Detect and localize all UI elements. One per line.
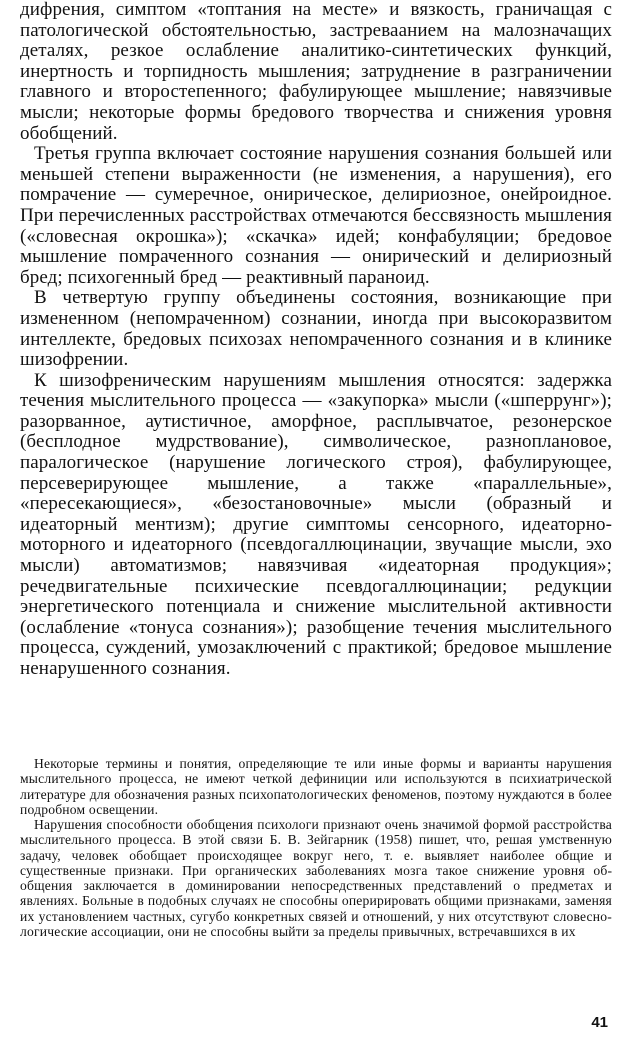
paragraph-fourth-group: В четвертую группу объединены состояния, возникающие при измененном (непомраченном) сознании, иногда при высокоразвитом интеллекте, бредовых психозах непомраченного сознания и в клинике шизофрении.: [20, 287, 612, 371]
small-paragraph-terms: Некоторые термины и понятия, определяющие те или иные формы и варианты нарушения мыслительного процесса, не имеют четкой дефиниции или используются в психиатрической литературе для обозначения разных психопатологических феноменов, поэтому нуждаются в более подробном освещении.: [20, 756, 612, 817]
paragraph-continuation: дифрения, симптом «топтания на месте» и вязкость, граничащая с патологической обстоятельностью, застреваанием на малозначащих деталях, резкое ослабление аналитико-синтетических функций, инертность и торпидность мышления; затруднение в разграничении главного и второстепенного; фабулирующее мышление; навязчивые мысли; некоторые формы бредового творчества и снижения уровня обобщений.: [20, 0, 612, 144]
small-paragraph-generalization: Нарушения способности обобщения психологи признают очень значимой формой расстройства мыслительного процесса. В этой связи Б. В. Зейгарник (1958) пишет, что, решая умственную задачу, человек обобщает происходящее вокруг него, т. е. выявляет наиболее общие и существенные признаки. При органических заболеваниях мозга такое снижение уровня обобщения заключается в доминировании непосредственных представлений о предметах и явлениях. Больные в подобных случаях не способны оперирировать общими признаками, заменяя их установлением частных, сугубо конкретных связей и отношений, у них отсутствуют словесно-логические ассоциации, они не способны выйти за пределы привычных, встречавшихся в их: [20, 817, 612, 939]
paragraph-schizophrenic-disorders: К шизофреническим нарушениям мышления относятся: задержка течения мыслительного процесса — «закупорка» мысли («шперрунг»); разорванное, аутистичное, аморфное, расплывчатое, резонерское (бесплодное мудрствование), символическое, разноплановое, паралогическое (нарушение логического строя), фабулирующее, персеверирующее мышление, а также «параллельные», «пересекающиеся», «безостановочные» мысли (образный и идеаторный ментизм); другие симптомы сенсорного, идеаторно-моторного и идеаторного (псевдогаллюцинации, звучащие мысли, эхо мысли) автоматизмов; навязчивая «идеаторная продукция»; речедвигательные психические псевдогаллюцинации; редукции энергетического потенциала и снижение мыслительной активности (ослабление «тонуса сознания»); разобщение течения мыслительного процесса, суждений, умозаключений с практикой; бредовое мышление ненарушенного сознания.: [20, 369, 612, 679]
book-page: [20, 0, 612, 939]
page-number: 41: [591, 1014, 608, 1031]
main-body-text: [20, 0, 612, 680]
small-print-text: [20, 756, 612, 939]
paragraph-third-group: Третья группа включает состояние нарушения сознания большей или меньшей степени выраженности (не изменения, а нарушения), его помрачение — сумеречное, онирическое, делириозное, онейроидное. При перечисленных расстройствах отмечаются бессвязность мышления («словесная окрошка»); «скачка» идей; конфабуляции; бредовое мышление помраченного сознания — онирический и делириозный бред; психогенный бред — реактивный параноид.: [20, 143, 612, 288]
